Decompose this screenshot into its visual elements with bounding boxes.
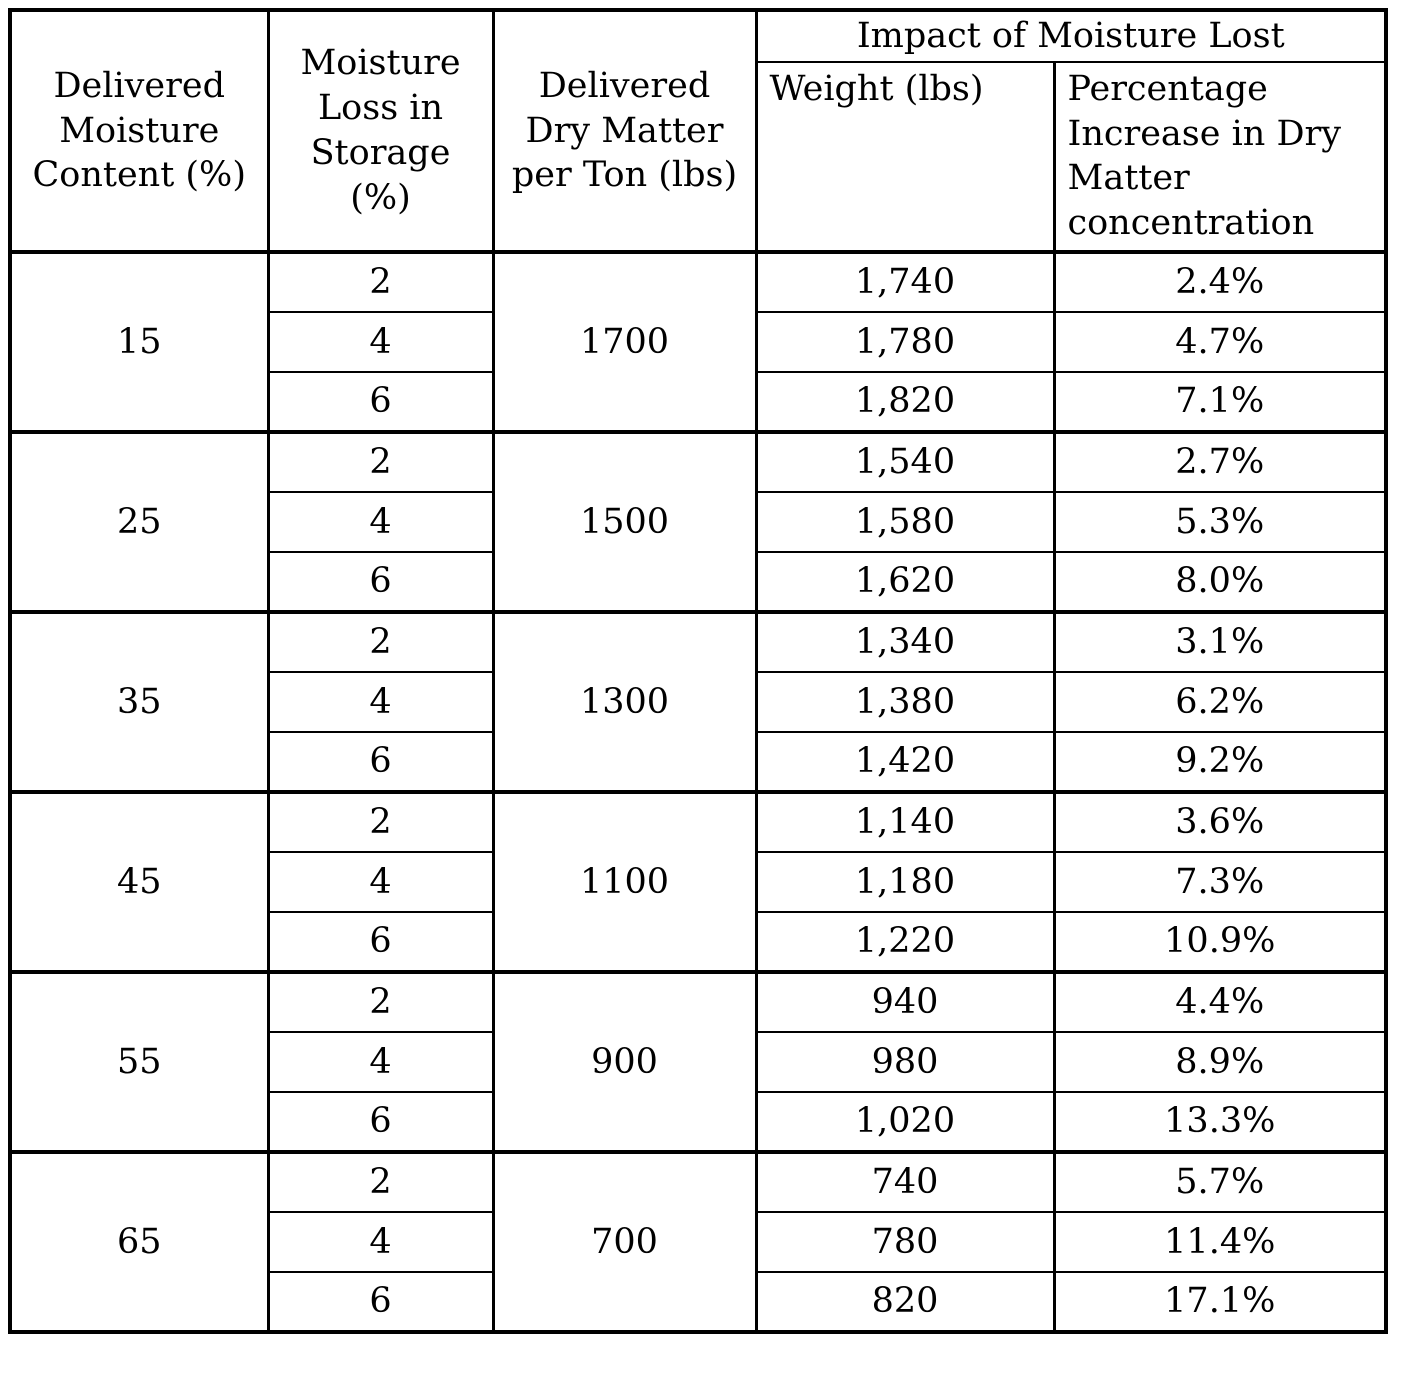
table-row (10, 612, 1386, 672)
pct-increase-cell: 13.3% (1054, 1092, 1386, 1152)
weight-cell: 1,420 (756, 732, 1054, 792)
moisture-loss-cell: 2 (268, 972, 493, 1032)
dry-matter-cell: 1700 (493, 252, 756, 432)
pct-increase-cell: 2.4% (1054, 252, 1386, 312)
weight-cell: 1,340 (756, 612, 1054, 672)
weight-cell: 1,580 (756, 492, 1054, 552)
moisture-loss-cell: 6 (268, 1272, 493, 1332)
moisture-loss-cell: 4 (268, 1032, 493, 1092)
pct-increase-cell: 5.3% (1054, 492, 1386, 552)
header-delivered-moisture-content: Delivered Moisture Content (%) (10, 10, 268, 252)
weight-cell: 820 (756, 1272, 1054, 1332)
weight-cell: 1,020 (756, 1092, 1054, 1152)
moisture-content-cell: 65 (10, 1152, 268, 1332)
moisture-loss-cell: 4 (268, 312, 493, 372)
pct-increase-cell: 6.2% (1054, 672, 1386, 732)
pct-increase-cell: 2.7% (1054, 432, 1386, 492)
weight-cell: 1,140 (756, 792, 1054, 852)
moisture-loss-cell: 4 (268, 672, 493, 732)
weight-cell: 1,740 (756, 252, 1054, 312)
table-header-row (10, 10, 1386, 62)
table-row (10, 252, 1386, 312)
moisture-loss-cell: 2 (268, 1152, 493, 1212)
moisture-loss-cell: 2 (268, 612, 493, 672)
weight-cell: 1,380 (756, 672, 1054, 732)
pct-increase-cell: 3.1% (1054, 612, 1386, 672)
weight-cell: 1,540 (756, 432, 1054, 492)
weight-cell: 1,180 (756, 852, 1054, 912)
weight-cell: 980 (756, 1032, 1054, 1092)
pct-increase-cell: 3.6% (1054, 792, 1386, 852)
dry-matter-cell: 1500 (493, 432, 756, 612)
moisture-loss-cell: 2 (268, 432, 493, 492)
pct-increase-cell: 7.1% (1054, 372, 1386, 432)
dry-matter-cell: 700 (493, 1152, 756, 1332)
moisture-loss-cell: 4 (268, 852, 493, 912)
pct-increase-cell: 4.7% (1054, 312, 1386, 372)
table-row (10, 792, 1386, 852)
table-row (10, 432, 1386, 492)
header-percentage-increase: Percentage Increase in Dry Matter concentration (1054, 62, 1386, 252)
pct-increase-cell: 4.4% (1054, 972, 1386, 1032)
moisture-impact-table (8, 8, 1388, 1334)
moisture-content-cell: 45 (10, 792, 268, 972)
pct-increase-cell: 9.2% (1054, 732, 1386, 792)
pct-increase-cell: 7.3% (1054, 852, 1386, 912)
moisture-loss-cell: 2 (268, 792, 493, 852)
pct-increase-cell: 11.4% (1054, 1212, 1386, 1272)
moisture-content-cell: 25 (10, 432, 268, 612)
header-impact-of-moisture-lost: Impact of Moisture Lost (756, 10, 1386, 62)
moisture-loss-cell: 4 (268, 1212, 493, 1272)
weight-cell: 1,620 (756, 552, 1054, 612)
weight-cell: 780 (756, 1212, 1054, 1272)
moisture-loss-cell: 6 (268, 372, 493, 432)
moisture-content-cell: 15 (10, 252, 268, 432)
moisture-loss-cell: 6 (268, 912, 493, 972)
weight-cell: 1,780 (756, 312, 1054, 372)
weight-cell: 940 (756, 972, 1054, 1032)
pct-increase-cell: 8.9% (1054, 1032, 1386, 1092)
table-row (10, 1152, 1386, 1212)
weight-cell: 1,820 (756, 372, 1054, 432)
dry-matter-cell: 1100 (493, 792, 756, 972)
pct-increase-cell: 17.1% (1054, 1272, 1386, 1332)
moisture-loss-cell: 6 (268, 1092, 493, 1152)
weight-cell: 740 (756, 1152, 1054, 1212)
table-row (10, 972, 1386, 1032)
moisture-content-cell: 55 (10, 972, 268, 1152)
dry-matter-cell: 900 (493, 972, 756, 1152)
header-weight-lbs: Weight (lbs) (756, 62, 1054, 252)
moisture-loss-cell: 4 (268, 492, 493, 552)
dry-matter-cell: 1300 (493, 612, 756, 792)
pct-increase-cell: 5.7% (1054, 1152, 1386, 1212)
moisture-content-cell: 35 (10, 612, 268, 792)
pct-increase-cell: 10.9% (1054, 912, 1386, 972)
weight-cell: 1,220 (756, 912, 1054, 972)
moisture-loss-cell: 6 (268, 552, 493, 612)
header-moisture-loss-in-storage: Moisture Loss in Storage (%) (268, 10, 493, 252)
moisture-loss-cell: 2 (268, 252, 493, 312)
header-delivered-dry-matter: Delivered Dry Matter per Ton (lbs) (493, 10, 756, 252)
pct-increase-cell: 8.0% (1054, 552, 1386, 612)
moisture-loss-cell: 6 (268, 732, 493, 792)
